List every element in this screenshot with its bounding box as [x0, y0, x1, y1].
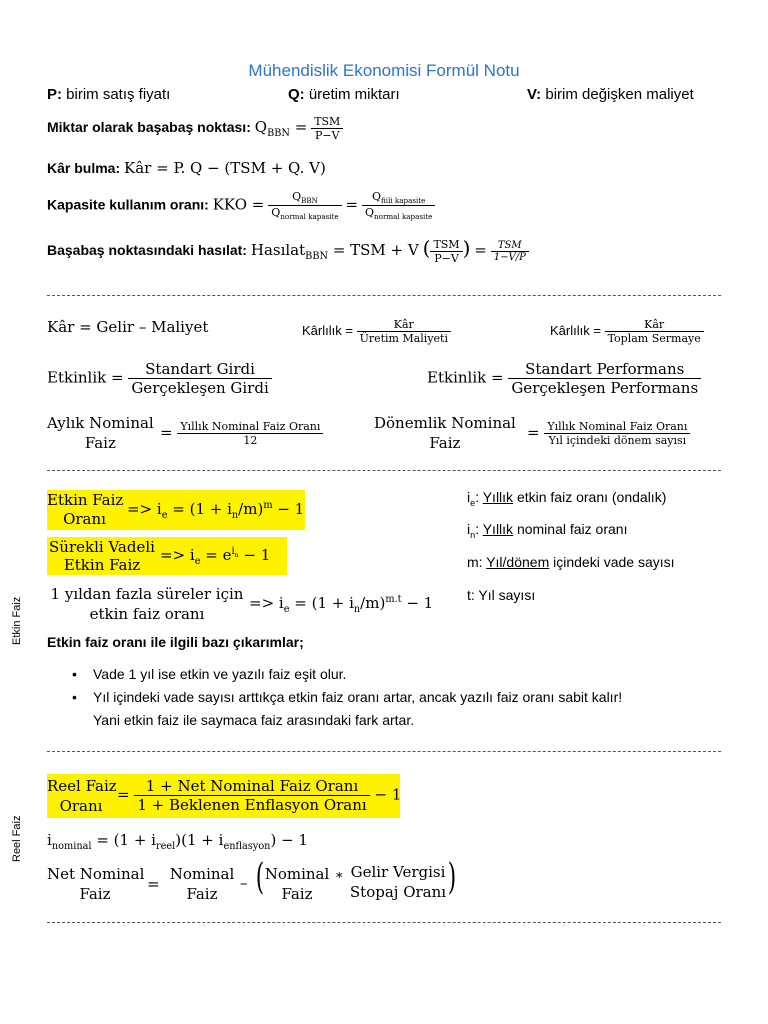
bullet-2-line-1: Yıl içindeki vade sayısı arttıkça etkin faiz oranı artar, ancak yazılı faiz oranı sabit kalır! — [93, 689, 623, 705]
bullet-2-line-2: Yani etkin faiz ile saymaca faiz arasındaki fark artar. — [93, 712, 415, 728]
page-title: Mühendislik Ekonomisi Formül Notu — [248, 61, 520, 80]
bullet-dot: • — [72, 666, 77, 682]
aylik-nominal-formula: = $\frac{\text{Yıllık Nominal Faiz Oranı}}{12}$ — [160, 420, 323, 447]
donemlik-nominal-label: Dönemlik Nominal Faiz — [374, 414, 516, 452]
side-label-reel-faiz: Reel Faiz — [11, 815, 23, 862]
bullet-dot: • — [72, 689, 77, 705]
etkin-faiz-orani-formula: Etkin Faiz Oranı => $i_e = (1 + i_n/m)^m - 1$ — [47, 491, 305, 528]
surekli-vadeli-formula: Sürekli Vadeli Etkin Faiz => $i_e = e^{i_n} - 1$ — [47, 537, 287, 575]
reel-faiz-formula: Reel Faiz Oranı = $\frac{\text{1 + Net Nominal Faiz Oranı}}{\text{1 + Beklenen Enflasyon Oranı}}$ − 1 — [47, 774, 400, 818]
hasilat-formula: Başabaş noktasındaki hasılat: Hasılat$_{BBN}$ = TSM + V ( $\frac{\text{TSM}}{P-V}$ ) = $\frac{\text{TSM}}{1-V/P}$ — [47, 236, 529, 265]
etkinlik-girdi: Etkinlik = $\frac{\text{Standart Girdi}}{\text{Gerçekleşen Girdi}}$ — [47, 360, 272, 397]
bullet-1: Vade 1 yıl ise etkin ve yazılı faiz eşit olur. — [93, 666, 347, 682]
kar-gelir-maliyet: Kâr = Gelir – Maliyet — [47, 318, 209, 336]
kko-formula: Kapasite kullanım oranı: KKO = $\frac{Q_{BBN}}{Q_{normal kapasite}}$ = $\frac{Q_{fiili kapasite}}{Q_{normal kapasite}}$ — [47, 190, 435, 221]
def-t: t: Yıl sayısı — [467, 587, 536, 603]
separator — [47, 922, 721, 923]
legend-p: P: birim satış fiyatı — [47, 86, 171, 103]
legend-q: Q: üretim miktarı — [288, 86, 400, 103]
def-ie: $i_e$: Yıllık etkin faiz oranı (ondalık) — [467, 489, 667, 508]
kar-bulma-formula: Kâr bulma: Kâr = P. Q − (TSM + Q. V) — [47, 159, 326, 177]
separator — [47, 470, 721, 471]
side-label-etkin-faiz: Etkin Faiz — [11, 596, 23, 645]
karlilik-uretim: Kârlılık = $\frac{\text{Kâr}}{\text{Üretim Maliyeti}}$ — [302, 318, 451, 345]
def-in: $i_n$: Yıllık nominal faiz oranı — [467, 521, 628, 540]
separator — [47, 751, 721, 752]
aylik-nominal-label: Aylık Nominal Faiz — [47, 414, 154, 452]
karlilik-sermaye: Kârlılık = $\frac{\text{Kâr}}{\text{Toplam Sermaye}}$ — [550, 318, 704, 345]
donemlik-nominal-formula: = $\frac{\text{Yıllık Nominal Faiz Oranı}}{\text{Yıl içindeki dönem sayısı}}$ — [527, 420, 690, 447]
def-m: m: Yıl/dönem içindeki vade sayısı — [467, 554, 675, 570]
bbn-formula: Miktar olarak başabaş noktası: $Q_{BBN}$ = $\frac{\text{TSM}}{P-V}$ — [47, 115, 343, 142]
legend-v: V: birim değişken maliyet — [527, 86, 694, 103]
i-nominal-formula: $i_{nominal} = (1 + i_{reel})(1 + i_{enflasyon}) - 1$ — [47, 831, 308, 852]
separator — [47, 295, 721, 296]
cikarim-title: Etkin faiz oranı ile ilgili bazı çıkarımlar; — [47, 634, 304, 650]
etkinlik-performans: Etkinlik = $\frac{\text{Standart Performans}}{\text{Gerçekleşen Performans}}$ — [427, 360, 701, 397]
